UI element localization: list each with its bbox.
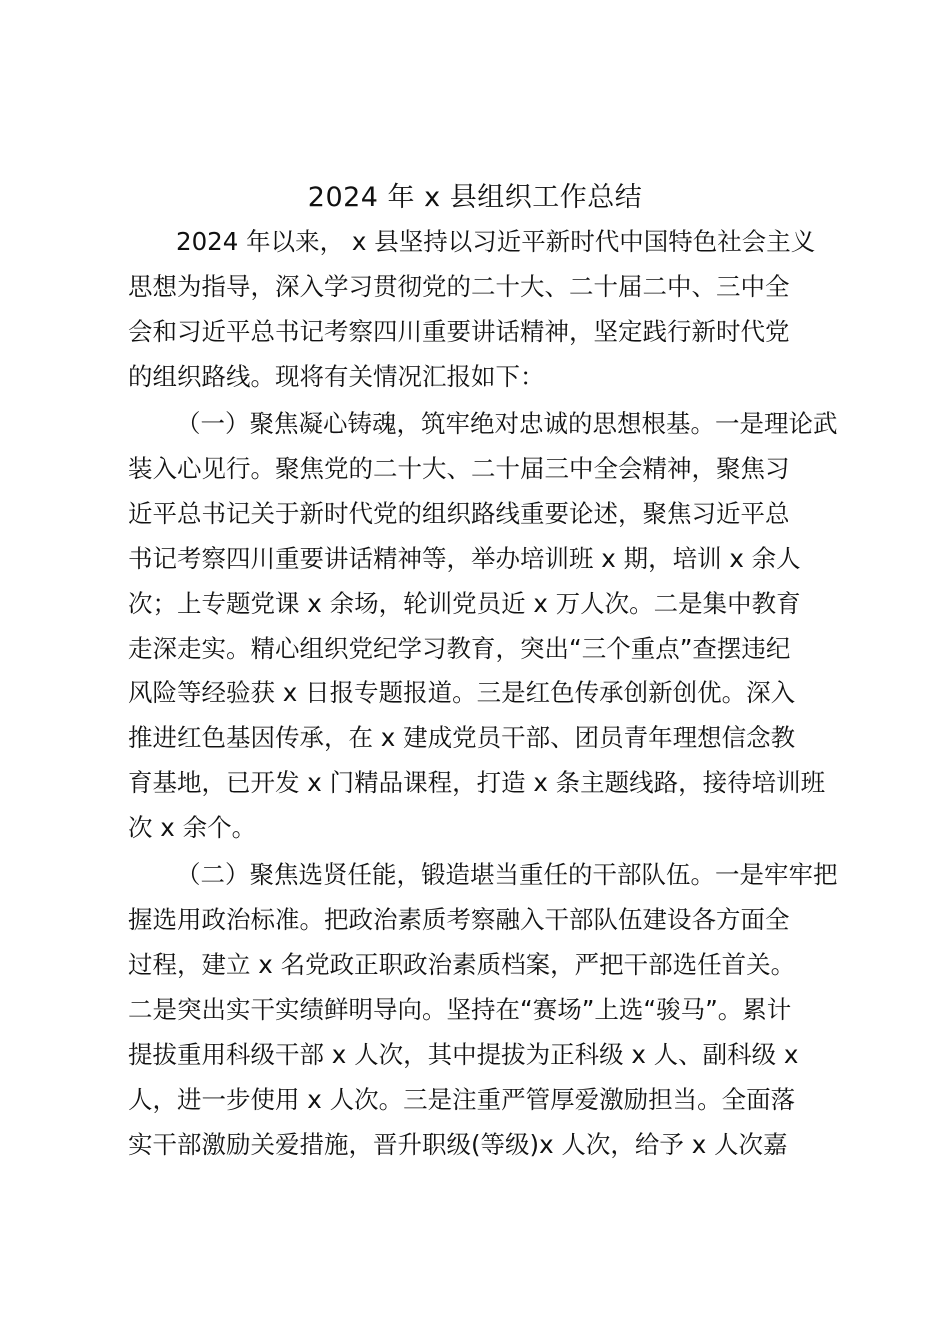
- paragraph-line: 的组织路线。现将有关情况汇报如下：: [128, 362, 545, 391]
- paragraph-line: 书记考察四川重要讲话精神等，举办培训班 x 期，培训 x 余人: [128, 544, 801, 573]
- paragraph-line: 握选用政治标准。把政治素质考察融入干部队伍建设各方面全: [128, 905, 790, 934]
- paragraph-line: 走深走实。精心组织党纪学习教育，突出“三个重点”查摆违纪: [128, 634, 791, 663]
- paragraph-line: 育基地，已开发 x 门精品课程，打造 x 条主题线路，接待培训班: [128, 768, 826, 797]
- paragraph-line: （一）聚焦凝心铸魂，筑牢绝对忠诚的思想根基。一是理论武: [176, 409, 838, 438]
- paragraph-line: 二是突出实干实绩鲜明导向。坚持在“赛场”上选“骏马”。累计: [128, 995, 792, 1024]
- paragraph-line: 推进红色基因传承，在 x 建成党员干部、团员青年理想信念教: [128, 723, 796, 752]
- document-title: 2024 年 x 县组织工作总结: [307, 182, 643, 213]
- paragraph-line: 次 x 余个。: [128, 813, 257, 842]
- paragraph-line: 风险等经验获 x 日报专题报道。三是红色传承创新创优。深入: [128, 678, 796, 707]
- paragraph-line: 次；上专题党课 x 余场，轮训党员近 x 万人次。二是集中教育: [128, 589, 801, 618]
- paragraph-line: 提拔重用科级干部 x 人次，其中提拔为正科级 x 人、副科级 x: [128, 1040, 799, 1069]
- paragraph-line: 过程，建立 x 名党政正职政治素质档案，严把干部选任首关。: [128, 950, 796, 979]
- paragraph-line: 会和习近平总书记考察四川重要讲话精神，坚定践行新时代党: [128, 317, 790, 346]
- paragraph-line: 思想为指导，深入学习贯彻党的二十大、二十届二中、三中全: [128, 272, 790, 301]
- paragraph-line: 2024 年以来， x 县坚持以习近平新时代中国特色社会主义: [176, 227, 816, 256]
- paragraph-line: 装入心见行。聚焦党的二十大、二十届三中全会精神，聚焦习: [128, 454, 790, 483]
- paragraph-line: （二）聚焦选贤任能，锻造堪当重任的干部队伍。一是牢牢把: [176, 860, 838, 889]
- paragraph-line: 实干部激励关爱措施，晋升职级(等级)x 人次，给予 x 人次嘉: [128, 1130, 788, 1159]
- paragraph-line: 近平总书记关于新时代党的组织路线重要论述，聚焦习近平总: [128, 499, 790, 528]
- paragraph-line: 人，进一步使用 x 人次。三是注重严管厚爱激励担当。全面落: [128, 1085, 796, 1114]
